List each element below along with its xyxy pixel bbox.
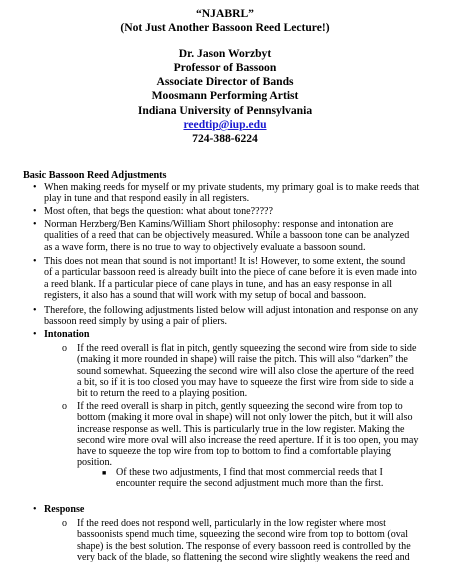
author-name: Dr. Jason Worzbyt [178, 46, 272, 60]
bullet-marker: • [33, 256, 37, 267]
bullet-marker: • [33, 219, 37, 230]
bullet-marker: • [33, 504, 37, 515]
list-item: When making reeds for myself or my private students, my primary goal is to make reeds that play in tune and that respond easily in all registers. [44, 182, 420, 205]
author-institution: Indiana University of Pennsylvania [137, 103, 313, 117]
list-item: If the reed overall is flat in pitch, gently squeezing the second wire from side to side (making it more rounded in shape) will raise the pitch. This will also “darken” the sound somewhat. Squeezing the second wire will also close the aperture of the reed a bit, so if it is too closed you may have to squeeze the first wire from side to side a bit to return the reed to a playing position. [77, 343, 417, 399]
lecture-title: “NJABRL” [196, 7, 254, 20]
list-item: Of these two adjustments, I find that most commercial reeds that I encounter require the second adjustment much more than the first. [116, 467, 384, 490]
circle-marker: o [62, 343, 67, 354]
square-marker: ■ [102, 469, 107, 477]
list-item: Most often, that begs the question: what about tone????? [44, 206, 274, 217]
list-item: If the reed does not respond well, particularly in the low register where most bassoonists spend much time, squeezing the second wire from top to bottom (oval shape) is the best solution. The response of every bassoon reed is controlled by the very back of the blade, so flattening the second wire slightly weakens the reed and [77, 518, 411, 562]
list-item: Norman Herzberg/Ben Kamins/William Short philosophy: response and intonation are qualities of a reed that can be objectively measured. While a bassoon tone can be analyzed as a wave form, there is no true to way to objectively evaluate a bassoon sound. [44, 219, 410, 253]
list-item: Therefore, the following adjustments listed below will adjust intonation and response on any bassoon reed simply by using a pair of pliers. [44, 305, 419, 328]
subsection-heading-response: Response [44, 504, 85, 515]
author-position-3: Moosmann Performing Artist [151, 89, 299, 103]
bullet-marker: • [33, 206, 37, 217]
list-item: If the reed overall is sharp in pitch, gently squeezing the second wire from top to bottom (making it more oval in shape) will not only lower the pitch, but it will also increase response as well. This is particularly true in the low register. Making the second wire more oval will also increase the reed aperture. If it is too open, you may have to squeeze the top wire from top to bottom to find a comfortable playing position. [77, 401, 419, 469]
bullet-marker: • [33, 182, 37, 193]
lecture-subtitle: (Not Just Another Bassoon Reed Lecture!) [120, 21, 330, 35]
author-position-1: Professor of Bassoon [173, 60, 277, 74]
bullet-marker: • [33, 329, 37, 340]
section-title: Basic Bassoon Reed Adjustments [23, 170, 167, 181]
phone-number: 724-388-6224 [192, 132, 258, 146]
bullet-marker: • [33, 305, 37, 316]
list-item: This does not mean that sound is not important! It is! However, to some extent, the sound of a particular bassoon reed is already built into the piece of cane before it is even made into a reed blank. If a particular piece of cane plays in tune, and has an easy response in all registers, it also has a sound that will work with my setup of bocal and bassoon. [44, 256, 417, 301]
document-header [0, 7, 450, 147]
circle-marker: o [62, 401, 67, 412]
email-link[interactable]: reedtip@iup.edu [183, 118, 267, 132]
circle-marker: o [62, 518, 67, 529]
subsection-heading-intonation: Intonation [44, 329, 90, 340]
author-position-2: Associate Director of Bands [156, 75, 294, 89]
